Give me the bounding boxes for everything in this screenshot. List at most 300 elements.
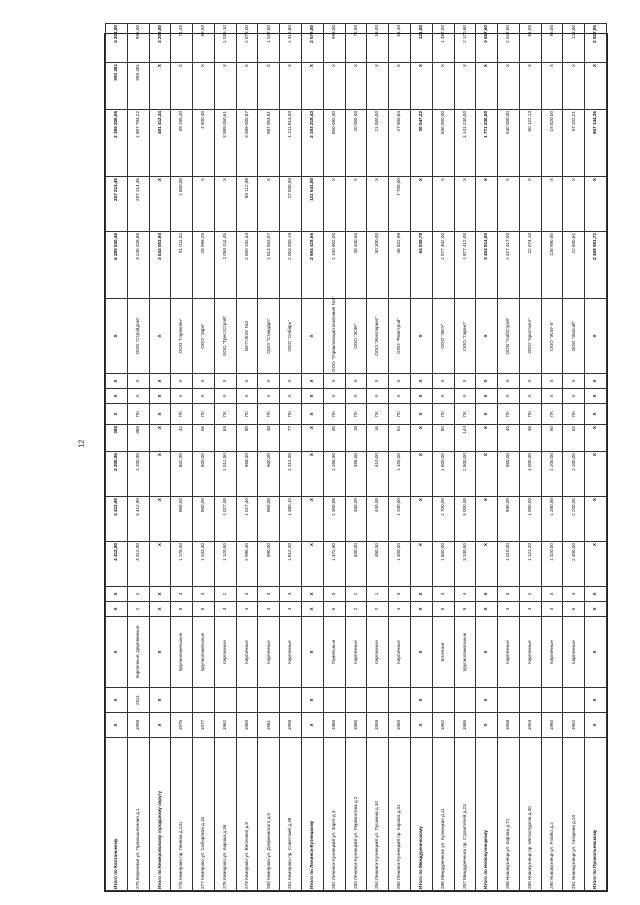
table-cell: 1 047,00 [258,24,280,63]
table-cell: ПК [454,404,476,425]
table-cell: 1 050,00 [519,497,541,542]
table-cell: Х [585,587,607,602]
table-cell: Х [563,374,585,389]
table-cell: Х [541,177,563,232]
table-cell: 657 144,35 [585,110,607,177]
row-label-cell: 275 Бережная ул. Промышленная д.1 [127,738,149,891]
table-cell: 28 999,25 [193,232,215,299]
table-cell: Х [454,389,476,404]
table-cell: 2 095,40 [236,542,258,587]
table-cell: 4 800,48 [193,110,215,177]
table-cell: 91 011,32 [171,232,193,299]
table-cell: 2 [519,587,541,602]
table-cell: 18 [345,425,367,452]
table-cell: Х [454,177,476,232]
table-cell: Х [302,497,324,542]
table-cell: 126 990,00 [541,232,563,299]
table-cell: Х [476,425,498,452]
table-cell: 2 [127,602,149,617]
table-cell: 3 089 000,87 [236,110,258,177]
table-cell: Х [585,713,607,738]
table-cell: Х [193,63,215,110]
table-cell: 500,00 [345,542,367,587]
table-cell: 1 000,00 [519,452,541,497]
table-cell: 2 170,60 [454,24,476,63]
table-cell: 1 121,20 [519,542,541,587]
row-label-cell: Итого по Новокузнецкому [476,738,498,891]
table-cell: Х [302,688,324,713]
table-cell: 2011 [127,688,149,713]
table-cell: 385 [106,425,128,452]
table-cell: Х [323,374,345,389]
table-cell: Х [498,177,520,232]
table-cell: 1965 [454,713,476,738]
table-row [258,24,280,891]
table-cell: 6 289 030,46 [106,232,128,299]
table-cell: 60 122,14 [519,110,541,177]
table-cell: ПК [563,404,585,425]
table-cell: 1 027,00 [214,497,236,542]
table-cell: Кирпичные [519,617,541,688]
table-cell: ООО "Гарант" [454,299,476,374]
table-cell: Кирпичные, Деревянные [127,617,149,688]
table-cell: 460,30 [367,542,389,587]
table-cell: 3 454 814,00 [476,232,498,299]
table-cell: 2 827,05 [585,24,607,63]
table-cell: Крупнопанельные [171,617,193,688]
table-cell: Х [476,374,498,389]
row-label-cell: Итого по Ленинск-Кузнецкому [302,738,324,891]
table-cell: Х [149,374,171,389]
table-cell: ПК [236,404,258,425]
table-cell: 1 300,00 [389,542,411,587]
table-cell: 63 [214,425,236,452]
table-cell: Х [454,63,476,110]
table-cell: Х [280,374,302,389]
table-row [585,24,607,891]
table-cell [236,688,258,713]
table-row [302,24,324,891]
table-cell: Х [476,542,498,587]
table-cell: Х [106,404,128,425]
table-cell: 802,90 [171,452,193,497]
table-cell: Крупнопанельные [454,617,476,688]
table-cell: 46 822,98 [389,232,411,299]
table-cell: Х [106,713,128,738]
table-cell: Х [302,713,324,738]
table-cell: 1962 [214,713,236,738]
table-cell: 1 800,00 [432,542,454,587]
table-cell: ПК [345,404,367,425]
table-cell: Х [149,713,171,738]
table-cell: Х [410,63,432,110]
table-cell: 1 280,00 [541,497,563,542]
table-cell: 1 200,00 [541,452,563,497]
table-cell: 1960 [236,713,258,738]
table-cell: 30 300,00 [367,232,389,299]
table-rotator [105,25,607,891]
table-cell: 9 [454,602,476,617]
table-cell: ПК [193,404,215,425]
table-cell: 5 [563,602,585,617]
table-cell: 4 [432,587,454,602]
table-cell: Х [302,452,324,497]
table-cell: 481 412,34 [149,110,171,177]
table-cell: Крупнопанельные [193,617,215,688]
row-label-cell: 281 Кемерово пр. Советский д.48 [280,738,302,891]
table-cell: Х [476,404,498,425]
table-cell: Х [106,602,128,617]
table-cell: 80 [432,425,454,452]
table-cell: 2 050 411,45 [214,232,236,299]
table-cell: Х [149,389,171,404]
table-cell: 53,00 [367,24,389,63]
table-cell: Х [389,374,411,389]
table-cell: ПК [389,404,411,425]
table-cell: 123,00 [563,24,585,63]
table-cell: МУП ЖЭУ №2 [236,299,258,374]
table-cell: Х [432,374,454,389]
table-cell: 4 [389,602,411,617]
table-cell: 48 [258,425,280,452]
table-row [389,24,411,891]
table-cell: Х [410,177,432,232]
table-cell: 1 300,88 [323,497,345,542]
table-cell: 1 200,00 [389,497,411,542]
table-cell: Х [345,177,367,232]
table-cell: Х [585,299,607,374]
table-cell: Х [367,389,389,404]
table-cell: 94 039,78 [410,232,432,299]
table-cell: 42 [171,425,193,452]
table-row [563,24,585,891]
table-cell: 297 214,45 [127,177,149,232]
table-cell: Х [345,389,367,404]
table-cell: ПК [214,404,236,425]
table-row [106,24,128,891]
table-cell: Х [106,389,128,404]
table-cell: 4 [563,587,585,602]
table-cell: 3 208,00 [149,24,171,63]
table-cell: 960,50 [171,497,193,542]
table-cell: Х [127,389,149,404]
table-cell: Х [519,389,541,404]
table-cell: 4 [236,602,258,617]
table-cell: 46 [519,425,541,452]
table-cell: ПК [519,404,541,425]
table-cell: 40 [498,425,520,452]
table-cell: 3 657,60 [476,24,498,63]
table-cell: 999,00 [323,24,345,63]
table-row [541,24,563,891]
table-cell: 4 412,90 [106,542,128,587]
table-cell: ООО "СибСтрой" [498,299,520,374]
table-cell: 960,00 [193,497,215,542]
table-cell: Х [585,542,607,587]
table-cell [171,688,193,713]
table-cell: Кирпичные [236,617,258,688]
table-cell: 900,00 [258,452,280,497]
table-cell: ООО "ЖКУ" [432,299,454,374]
table-cell: 1 [367,587,389,602]
table-cell: Х [476,177,498,232]
row-label-cell: 278 Кемерово ул. Кирова д.36 [214,738,236,891]
table-cell: Х [410,374,432,389]
table-cell: ООО "Стандарт" [258,299,280,374]
table-cell: 1 700,00 [432,497,454,542]
table-cell: 90 [236,425,258,452]
table-cell: Х [585,63,607,110]
table-cell: 4 [454,587,476,602]
table-cell: 4 [258,602,280,617]
table-cell [498,688,520,713]
table-cell: ООО "Горзелен" [171,299,193,374]
table-cell: 1 907 794,22 [127,110,149,177]
table-cell: Х [258,177,280,232]
table-cell: 3 [258,587,280,602]
table-cell: 950,00 [498,452,520,497]
table-cell: Х [389,63,411,110]
table-cell: ПК [498,404,520,425]
table-cell: ООО "Ремстрой" [389,299,411,374]
table-cell: Х [236,389,258,404]
table-cell: 4 [280,602,302,617]
table-cell: Х [585,452,607,497]
table-cell: 2 327 417,00 [498,232,520,299]
table-cell: ООО "Запсиб" [563,299,585,374]
row-label-cell: 283 Ленинск-Кузнецкий ул. Лермонтова д.2 [345,738,367,891]
table-cell [519,688,541,713]
table-cell: Х [149,602,171,617]
table-cell: Х [258,374,280,389]
table-cell: 4 [541,587,563,602]
table-cell: Х [214,389,236,404]
table-cell: 5 [432,602,454,617]
table-cell: Х [410,389,432,404]
table-cell: Х [476,688,498,713]
table-cell: 1 312,90 [280,452,302,497]
table-cell: Х [280,63,302,110]
table-cell: Х [476,617,498,688]
table-cell: Х [106,587,128,602]
table-cell: Х [541,63,563,110]
table-cell: 1958 [127,713,149,738]
table-cell: 4 [193,587,215,602]
table-cell: ООО "Управляющая компания №1" [323,299,345,374]
table-cell: 4 [519,602,541,617]
table-cell: Х [127,374,149,389]
table-cell: Х [519,374,541,389]
table-cell: 1960 [389,713,411,738]
table-cell: 1965 [323,713,345,738]
table-cell: Х [258,63,280,110]
table-cell: 1 380,10 [280,497,302,542]
table-cell: Х [345,374,367,389]
table-cell [258,688,280,713]
table-cell: 61,05 [519,24,541,63]
table-cell: Х [585,389,607,404]
table-cell: 1977 [193,713,215,738]
table-cell: 30 330,00 [345,232,367,299]
table-cell: Х [323,63,345,110]
table-cell: 1958 [367,713,389,738]
table-cell: Х [410,688,432,713]
table-cell: 92 [563,425,585,452]
table-cell: 1 320,00 [541,542,563,587]
table-cell: 960,00 [258,497,280,542]
table-cell: 3 [323,587,345,602]
table-cell: Х [258,389,280,404]
row-label-cell: 287 Междуреченск пр. Строителей д.23 [454,738,476,891]
table-cell: 7 700,00 [389,177,411,232]
table-cell: Х [302,299,324,374]
table-cell: Х [410,617,432,688]
table-cell: ООО "ЖЭК" [345,299,367,374]
table-row [171,24,193,891]
table-cell: Х [193,374,215,389]
table-cell: 1962 [432,713,454,738]
row-label-cell: Итого по Междуреченскому [410,738,432,891]
table-cell: 4 [498,602,520,617]
table-cell: Х [171,63,193,110]
table-cell: Х [585,374,607,389]
page-number: 12 [78,439,86,448]
table-cell: Х [171,374,193,389]
table-cell: Х [432,177,454,232]
table-cell: Х [476,299,498,374]
table-cell: Х [498,63,520,110]
table-cell: Х [236,63,258,110]
table-cell: Кирпичные [498,617,520,688]
table-cell: 1958 [280,713,302,738]
table-cell: 20 055,00 [345,110,367,177]
table-cell: Х [476,602,498,617]
table-cell: Кирпичные [541,617,563,688]
table-row [345,24,367,891]
table-cell: 2 050 192,34 [236,232,258,299]
table-cell: 440,00 [367,497,389,542]
table-cell: 1 100,00 [389,452,411,497]
row-label-cell: 288 Новокузнецк ул. Кирова д.71 [498,738,520,891]
table-cell [389,688,411,713]
table-cell: 2 389 206,56 [106,110,128,177]
table-cell: 386 [127,425,149,452]
table-cell: Х [302,425,324,452]
table-cell: 96,00 [541,24,563,63]
table-cell: 1 412,60 [280,24,302,63]
table-cell: Х [367,374,389,389]
row-label-cell: Итого по Калтанскому [106,738,128,891]
table-cell: 1 027,40 [236,497,258,542]
table-row [432,24,454,891]
table-cell: 1954 [519,713,541,738]
table-cell: Х [106,617,128,688]
table-cell: 9 [171,602,193,617]
table-cell: ПК [367,404,389,425]
table-cell: ООО "ЖЭУ-5" [541,299,563,374]
table-cell: Х [214,63,236,110]
table-cell: Х [106,299,128,374]
table-cell: Кирпичные [563,617,585,688]
table-cell: ООО "Жилсервис" [367,299,389,374]
table-cell: Х [149,63,171,110]
table-cell: ПК [323,404,345,425]
table-cell: 2 [214,587,236,602]
table-cell: Х [389,389,411,404]
row-label-cell: 289 Новокузнецк пр. Металлургов д.40 [519,738,541,891]
table-cell: 2 [345,587,367,602]
table-cell: 2 [345,602,367,617]
table-cell: 480,00 [345,497,367,542]
table-cell: ПК [432,404,454,425]
table-cell: Х [410,542,432,587]
table-cell: Х [410,299,432,374]
table-row [476,24,498,891]
row-label-cell: 291 Новокузнецк ул. Гагарина д.20 [563,738,585,891]
table-cell: 996,00 [127,24,149,63]
table-cell: Х [432,389,454,404]
table-cell: Х [302,404,324,425]
table-cell: Х [149,177,171,232]
table-cell: Х [302,389,324,404]
table-cell: 990,00 [498,497,520,542]
table-row [127,24,149,891]
table-cell: 77 [280,425,302,452]
table-cell: Х [585,497,607,542]
table-row [519,24,541,891]
table-cell: Х [454,374,476,389]
table-cell: ПК [541,404,563,425]
table-cell: Х [106,374,128,389]
table-cell: ООО "Стройдом" [127,299,149,374]
table-cell: Х [149,404,171,425]
table-cell: Х [585,617,607,688]
table-cell: Х [563,389,585,404]
table-cell: 51,40 [389,24,411,63]
table-cell [454,688,476,713]
table-cell: 2 547,00 [498,24,520,63]
table-cell: Х [149,299,171,374]
row-label-cell: 286 Междуреченск ул. Кузнецкая д.11 [432,738,454,891]
table-cell: Х [410,497,432,542]
table-cell: 630 000,00 [432,110,454,177]
table-cell: ООО "Сибирь" [280,299,302,374]
table-cell: 2 400,00 [563,542,585,587]
table-cell: Х [302,602,324,617]
table-cell: 1 812,00 [280,542,302,587]
table-cell: Х [410,587,432,602]
table-cell: Х [214,374,236,389]
table-row [236,24,258,891]
table-cell: Х [345,63,367,110]
table-cell: 27 900,64 [389,110,411,177]
table-cell: Панельные [323,617,345,688]
table-cell: ПК [171,404,193,425]
table-cell: 3 989 050,61 [214,110,236,177]
table-cell: Х [302,587,324,602]
table-cell: 16 [367,425,389,452]
table-cell: 800,00 [193,452,215,497]
table-cell: 2 200,00 [563,497,585,542]
table-cell: 1 179,30 [171,542,193,587]
table-cell: 39 180,40 [171,110,193,177]
table-cell: ООО "Заря" [193,299,215,374]
table-cell: 2 100,00 [563,452,585,497]
table-cell [345,688,367,713]
table-cell: 131 641,00 [302,177,324,232]
table-row [193,24,215,891]
table-cell: 2 578,00 [302,24,324,63]
